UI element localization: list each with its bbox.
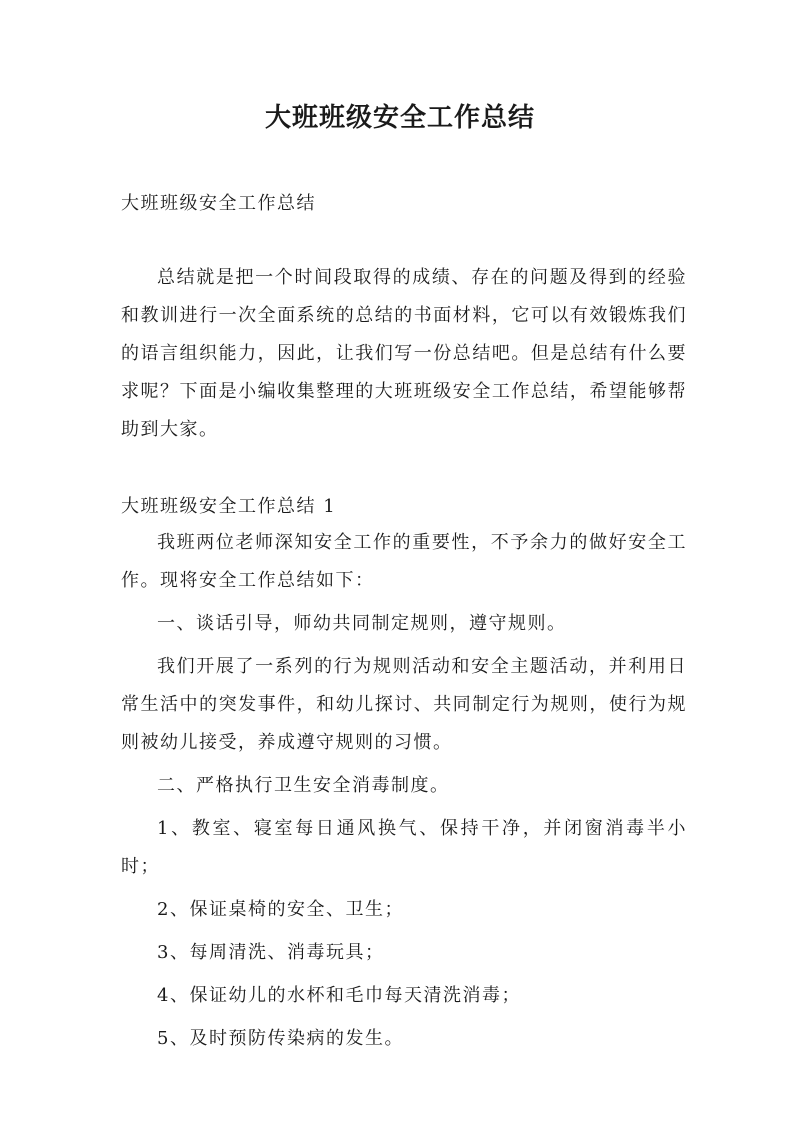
list-item: 5、及时预防传染病的发生。 [157, 1028, 404, 1049]
section-body [121, 524, 687, 1063]
list-item: 3、每周清洗、消毒玩具； [157, 942, 385, 963]
list-item: 1、教室、寝室每日通风换气、保持干净，并闭窗消毒半小时； [121, 818, 687, 877]
paragraph: 我班两位老师深知安全工作的重要性，不予余力的做好安全工作。现将安全工作总结如下： [121, 532, 687, 591]
list-heading: 二、严格执行卫生安全消毒制度。 [157, 775, 450, 796]
paragraph: 我们开展了一系列的行为规则活动和安全主题活动，并利用日常生活中的突发事件，和幼儿探讨、共同制定行为规则，使行为规则被幼儿接受，养成遵守规则的习惯。 [121, 656, 687, 753]
intro-paragraph: 总结就是把一个时间段取得的成绩、存在的问题及得到的经验和教训进行一次全面系统的总结的书面材料，它可以有效锻炼我们的语言组织能力，因此，让我们写一份总结吧。但是总结有什么要求呢？下面是小编收集整理的大班班级安全工作总结，希望能够帮助到大家。 [121, 267, 687, 440]
list-item: 2、保证桌椅的安全、卫生； [157, 899, 404, 920]
section-heading: 大班班级安全工作总结 1 [121, 496, 337, 517]
list-item: 4、保证幼儿的水杯和毛巾每天清洗消毒； [157, 985, 521, 1006]
list-heading: 一、谈话引导，师幼共同制定规则，遵守规则。 [157, 613, 567, 634]
document-subtitle: 大班班级安全工作总结 [121, 193, 316, 214]
document-title: 大班班级安全工作总结 [264, 103, 535, 133]
